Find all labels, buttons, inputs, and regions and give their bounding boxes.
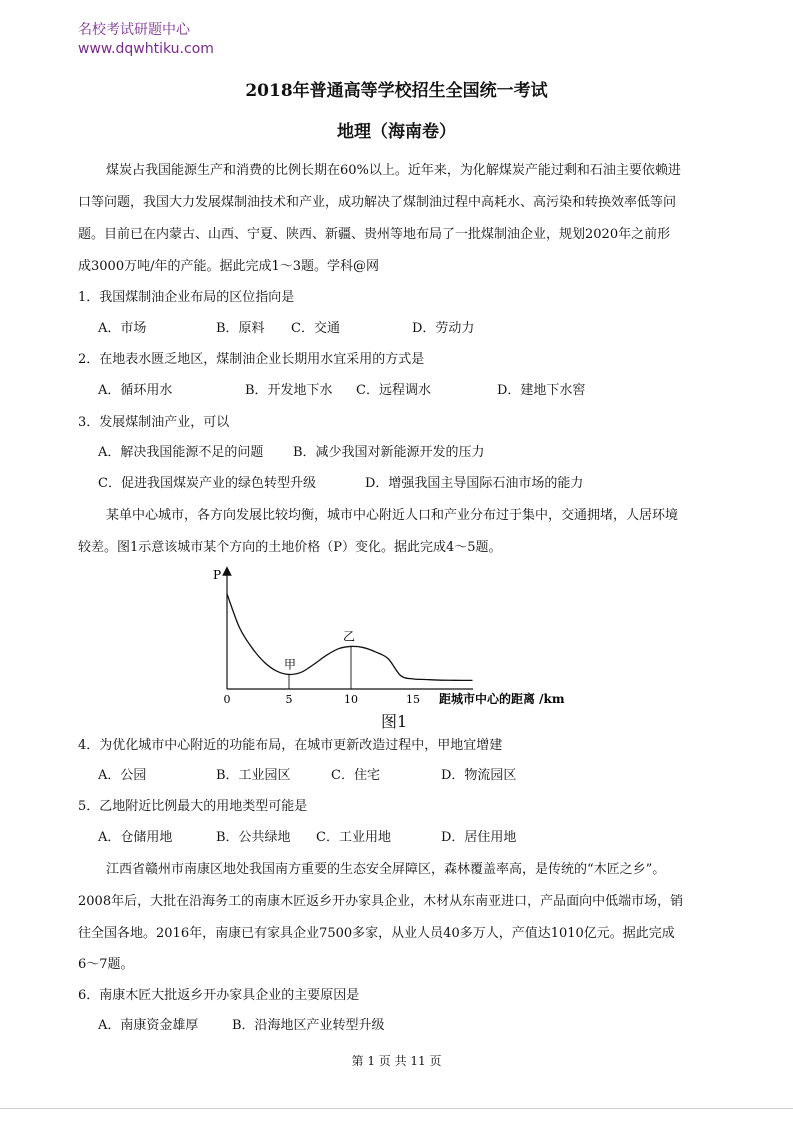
option-b: B．公共绿地 [216, 830, 291, 845]
option-b: B．减少我国对新能源开发的压力 [293, 445, 485, 460]
option-a: A．南康资金雄厚 [98, 1018, 199, 1033]
option-c: C．住宅 [331, 768, 380, 783]
passage1-line: 题。目前已在内蒙古、山西、宁夏、陕西、新疆、贵州等地布局了一批煤制油企业，规划2020年之前形 [78, 227, 671, 242]
x-tick-label: 5 [285, 693, 293, 706]
passage2-line: 某单中心城市，各方向发展比较均衡，城市中心附近人口和产业分布过于集中，交通拥堵，人居环境 [106, 508, 679, 523]
x-tick-label: 0 [223, 693, 231, 706]
passage1-line: 口等问题，我国大力发展煤制油技术和产业，成功解决了煤制油过程中高耗水、高污染和转换效率低等问 [78, 195, 677, 210]
x-axis-label: 距城市中心的距离 /km [439, 692, 565, 706]
watermark-name: 名校考试研题中心 [78, 22, 190, 38]
option-d: D．建地下水窖 [497, 383, 586, 398]
passage2-line: 较差。图1示意该城市某个方向的土地价格（P）变化。据此完成4～5题。 [78, 540, 502, 555]
chart-title: 图1 [381, 712, 408, 731]
question-stem: 4．为优化城市中心附近的功能布局，在城市更新改造过程中，甲地宜增建 [78, 738, 503, 753]
exam-subtitle: 地理（海南卷） [337, 122, 456, 142]
passage3-line: 6～7题。 [78, 957, 134, 972]
option-a: A．循环用水 [98, 383, 173, 398]
exam-title: 2018年普通高等学校招生全国统一考试 [245, 81, 548, 101]
option-c: C．促进我国煤炭产业的绿色转型升级 [98, 476, 316, 491]
option-a: A．公园 [98, 768, 147, 783]
option-d: D．居住用地 [441, 830, 517, 845]
option-b: B．开发地下水 [245, 383, 333, 398]
x-tick-label: 10 [344, 693, 358, 706]
option-d: D．增强我国主导国际石油市场的能力 [365, 476, 584, 491]
option-c: C．交通 [291, 321, 340, 336]
option-d: D．物流园区 [441, 768, 517, 783]
page-number: 第 1 页 共 11 页 [351, 1054, 442, 1068]
option-c: C．工业用地 [316, 830, 391, 845]
watermark-url: www.dqwhtiku.com [78, 41, 214, 57]
passage3-line: 往全国各地。2016年，南康已有家具企业7500多家，从业人员40多万人，产值达1010亿元。据此完成 [78, 926, 675, 941]
option-a: A．市场 [98, 321, 147, 336]
page-bottom-rule [0, 1108, 793, 1109]
land-price-chart [205, 565, 585, 735]
option-b: B．原料 [216, 321, 265, 336]
option-a: A．仓储用地 [98, 830, 173, 845]
option-b: B．沿海地区产业转型升级 [232, 1018, 385, 1033]
question-stem: 5．乙地附近比例最大的用地类型可能是 [78, 799, 308, 814]
x-tick-label: 15 [406, 693, 420, 706]
annotation-label: 乙 [343, 629, 356, 644]
passage3-line: 2008年后，大批在沿海务工的南康木匠返乡开办家具企业，木材从东南亚进口，产品面向中低端市场，销 [78, 894, 684, 909]
passage1-line: 成3000万吨/年的产能。据此完成1～3题。学科@网 [78, 259, 380, 274]
option-b: B．工业园区 [216, 768, 291, 783]
passage1-line: 煤炭占我国能源生产和消费的比例长期在60%以上。近年来，为化解煤炭产能过剩和石油主要依赖进 [106, 163, 681, 178]
option-c: C．远程调水 [356, 383, 431, 398]
question-stem: 1．我国煤制油企业布局的区位指向是 [78, 290, 295, 305]
question-stem: 2．在地表水匮乏地区，煤制油企业长期用水宜采用的方式是 [78, 352, 425, 367]
option-d: D．劳动力 [412, 321, 475, 336]
y-axis-label: P [213, 568, 222, 582]
question-stem: 3．发展煤制油产业，可以 [78, 415, 230, 430]
annotation-label: 甲 [284, 657, 297, 672]
option-a: A．解决我国能源不足的问题 [98, 445, 264, 460]
passage3-line: 江西省赣州市南康区地处我国南方重要的生态安全屏障区，森林覆盖率高，是传统的“木匠之乡”。 [106, 862, 666, 877]
question-stem: 6．南康木匠大批返乡开办家具企业的主要原因是 [78, 988, 360, 1003]
